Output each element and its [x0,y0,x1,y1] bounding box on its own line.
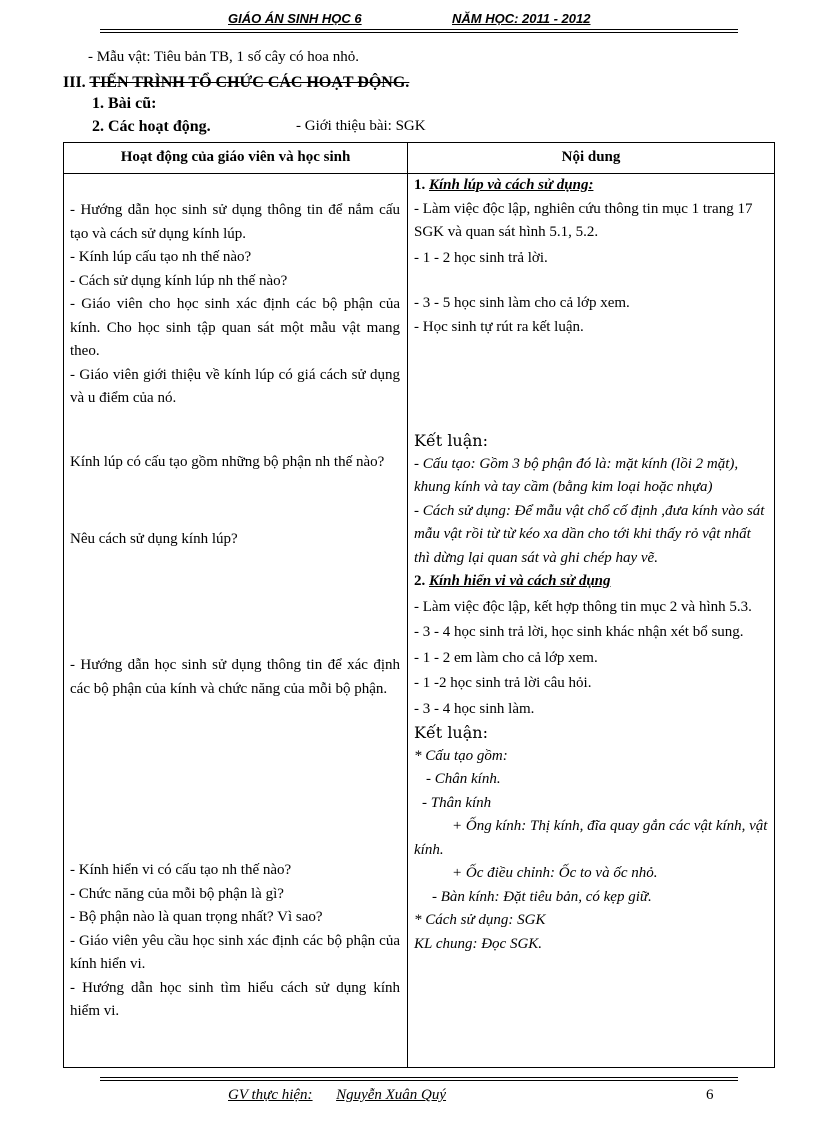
right-paragraph: * Cấu tạo gồm: [414,747,508,764]
right-paragraph: - 3 - 5 học sinh làm cho cả lớp xem. [414,295,630,311]
right-paragraph: + Ốc điều chỉnh: Ốc to và ốc nhỏ. [452,865,658,881]
item-old-lesson: 1. Bài cũ: [92,95,157,112]
right-block-1 [414,174,769,339]
footer-teacher-name: Nguyễn Xuân Quý [336,1087,447,1103]
page-number: 6 [706,1087,714,1103]
column-header-activities: Hoạt động của giáo viên và học sinh [120,149,351,165]
right-paragraph: - 1 - 2 học sinh trả lời. [414,249,548,266]
item-activities: 2. Các hoạt động. [92,118,211,135]
lesson-table [63,142,775,1068]
right-paragraph: + Ống kính: Thị kính, đĩa quay gắn các vật kính, vật kính. [414,818,768,858]
right-paragraph: - Bàn kính: Đặt tiêu bản, có kẹp giữ. [432,888,652,905]
left-paragraph: - Giáo viên cho học sinh xác định các bộ phận của kính. Cho học sinh tập quan sát một mẫu vật mang theo. [70,296,400,359]
section-2-title: Kính hiển vi và cách sử dụng [429,573,611,589]
page-footer [100,1077,738,1117]
header-year: NĂM HỌC: 2011 - 2012 [452,11,591,26]
section-number: III. [63,74,86,91]
section-2-heading: 2. Kính hiển vi và cách sử dụng [414,573,611,589]
left-paragraph: - Cách sử dụng kính lúp nh thế nào? [70,272,288,289]
header-subject: GIÁO ÁN SINH HỌC 6 [228,11,362,26]
left-paragraph: - Kính lúp cấu tạo nh thế nào? [70,249,252,265]
right-paragraph: - 1 - 2 em làm cho cả lớp xem. [414,649,598,666]
left-paragraph: - Hướng dẫn học sinh tìm hiểu cách sử dụng kính hiểm vi. [70,979,400,1019]
left-paragraph: - Hướng dẫn học sinh sử dụng thông tin để nắm cấu tạo và cách sử dụng kính lúp. [70,202,400,242]
right-paragraph: - 3 - 4 học sinh trả lời, học sinh khác nhận xét bổ sung. [414,624,744,640]
specimen-line: - Mẫu vật: Tiêu bản TB, 1 số cây có hoa nhỏ. [88,49,359,65]
right-block-2 [414,429,769,956]
left-question-1: Kính lúp có cấu tạo gồm những bộ phận nh thế nào? [70,454,385,470]
page-header [100,8,738,32]
conclusion-heading: Kết luận: [414,723,488,742]
left-paragraph: - Bộ phận nào là quan trọng nhất? Vì sao? [70,909,323,925]
right-paragraph: - Làm việc độc lập, nghiên cứu thông tin mục 1 trang 17 SGK và quan sát hình 5.1, 5.2. [414,200,753,240]
left-paragraph: - Giáo viên giới thiệu về kính lúp có giá cách sử dụng và u điểm của nó. [70,366,400,406]
right-paragraph: KL chung: Đọc SGK. [414,935,543,952]
section-1-title: Kính lúp và cách sử dụng: [429,177,594,193]
right-paragraph: - Làm việc độc lập, kết hợp thông tin mục 2 và hình 5.3. [414,598,752,615]
header-rule-double [100,32,738,33]
left-block-1 [70,199,400,411]
section-title: TIẾN TRÌNH TỔ CHỨC CÁC HOẠT ĐỘNG. [89,74,410,91]
section-1-heading: 1. Kính lúp và cách sử dụng: [414,177,594,193]
right-paragraph: - Cấu tạo: Gồm 3 bộ phận đó là: mặt kính (lồi 2 mặt), khung kính và tay cầm (bằng kim loại hoặc nhựa) [414,455,739,495]
footer-rule [100,1077,738,1078]
right-paragraph: - Thân kính [422,794,492,811]
right-paragraph: - Học sinh tự rút ra kết luận. [414,318,584,335]
right-paragraph: * Cách sử dụng: SGK [414,912,546,928]
left-block-2: - Hướng dẫn học sinh sử dụng thông tin để xác định các bộ phận của kính và chức năng của mỗi bộ phận. [70,657,400,697]
column-divider [407,143,408,1067]
column-header-content: Nội dung [561,149,621,165]
conclusion-heading: Kết luận: [414,431,488,450]
right-paragraph: - 3 - 4 học sinh làm. [414,700,535,717]
left-paragraph: - Kính hiển vi có cấu tạo nh thế nào? [70,862,292,878]
left-block-3 [70,859,400,1024]
footer-rule-double [100,1080,738,1081]
right-paragraph: - Chân kính. [426,771,501,787]
footer-teacher [228,1087,446,1104]
left-paragraph: - Giáo viên yêu cầu học sinh xác định các bộ phận của kính hiển vi. [70,932,400,972]
right-paragraph: - 1 -2 học sinh trả lời câu hỏi. [414,675,592,691]
header-rule [100,29,738,30]
section-heading [63,74,409,92]
footer-label: GV thực hiện: [228,1087,313,1103]
intro-line: - Giới thiệu bài: SGK [296,118,426,134]
left-question-2: Nêu cách sử dụng kính lúp? [70,531,238,547]
right-paragraph: - Cách sử dụng: Để mẫu vật chổ cố định ,đưa kính vào sát mẫu vật rồi từ từ kéo xa dần cho tới khi thấy rỏ vật nhất thì dừng lại quan sát và ghi chép hay vẽ. [414,502,765,566]
left-paragraph: - Chức năng của mỗi bộ phận là gì? [70,885,284,902]
